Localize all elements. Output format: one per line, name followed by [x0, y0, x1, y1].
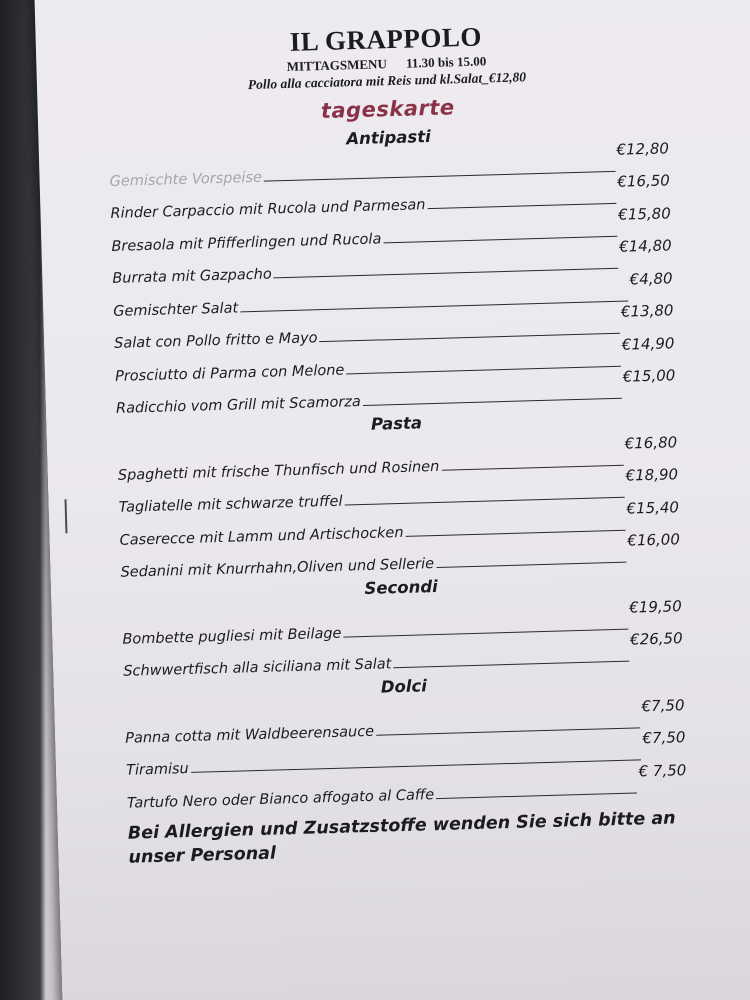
leader-line	[393, 661, 628, 669]
item-price: € 7,50	[638, 760, 687, 780]
item-price: €7,50	[641, 695, 685, 715]
item-price: €4,80	[629, 268, 673, 288]
item-name: Burrata mit Gazpacho	[112, 266, 272, 287]
pen-mark	[65, 499, 68, 533]
leader-line	[363, 398, 622, 406]
item-name: Rinder Carpaccio mit Rucola und Parmesan	[110, 197, 426, 222]
item-price: €16,50	[617, 171, 671, 191]
item-name: Tiramisu	[125, 760, 189, 779]
item-name: Salat con Pollo fritto e Mayo	[113, 330, 318, 352]
item-price: €19,50	[628, 596, 682, 617]
item-name: Caserecce mit Lamm und Artischocken	[119, 524, 404, 549]
restaurant-name: IL GRAPPOLO	[289, 21, 483, 57]
menu-content	[105, 16, 688, 869]
tageskarte-heading: tageskarte	[320, 95, 455, 124]
item-price: €18,90	[625, 465, 679, 485]
section-title-antipasti: Antipasti	[346, 126, 431, 149]
item-price: €26,50	[629, 629, 683, 649]
item-name: Schwwertfisch alla siciliana mit Salat	[123, 656, 392, 680]
menu-sheet	[34, 0, 750, 1000]
item-name: Gemischte Vorspeise	[109, 169, 263, 190]
item-price: €14,90	[621, 333, 675, 354]
item-price: €7,50	[642, 728, 686, 748]
item-name: Tagliatelle mit schwarze truffel	[118, 493, 343, 516]
section-title-pasta: Pasta	[370, 413, 423, 434]
item-price: €16,00	[627, 530, 681, 550]
item-price: €12,80	[616, 138, 670, 159]
item-name: Radicchio vom Grill mit Scamorza	[115, 394, 362, 417]
item-name: Bombette pugliesi mit Beilage	[122, 625, 342, 648]
section-title-secondi: Secondi	[364, 576, 439, 599]
section-dolci	[124, 668, 687, 811]
section-title-dolci: Dolci	[380, 676, 428, 697]
lunch-menu-hours: 11.30 bis 15.00	[405, 53, 487, 71]
allergy-note: Bei Allergien und Zusatzstoffe wenden Sie sich bitte an unser Personal	[127, 807, 676, 868]
item-name: Spaghetti mit frische Thunfisch und Rosinen	[117, 458, 440, 484]
item-name: Sedanini mit Knurrhahn,Oliven und Sellerie	[120, 556, 435, 581]
section-pasta	[116, 405, 680, 581]
leader-line	[436, 562, 626, 568]
item-price: €16,80	[624, 432, 678, 453]
item-name: Gemischter Salat	[113, 299, 239, 320]
item-name: Prosciutto di Parma con Melone	[114, 361, 345, 385]
item-price: €15,40	[626, 497, 680, 518]
lunch-dish: Pollo alla cacciatora mit Reis und kl.Salat_€12,80	[247, 69, 527, 93]
item-price: €14,80	[618, 236, 672, 256]
section-secondi	[121, 569, 683, 680]
item-name: Tartufo Nero oder Bianco affogato al Caffe	[126, 786, 435, 812]
section-antipasti	[108, 119, 676, 417]
item-price: €15,80	[618, 203, 672, 224]
item-price: €13,80	[620, 301, 674, 321]
lunch-menu-label: MITTAGSMENU	[286, 56, 388, 74]
item-name: Panna cotta mit Waldbeerensauce	[124, 723, 375, 747]
item-price: €15,00	[622, 366, 676, 386]
item-name: Bresaola mit Pfifferlingen und Rucola	[111, 230, 382, 255]
leader-line	[436, 792, 637, 799]
